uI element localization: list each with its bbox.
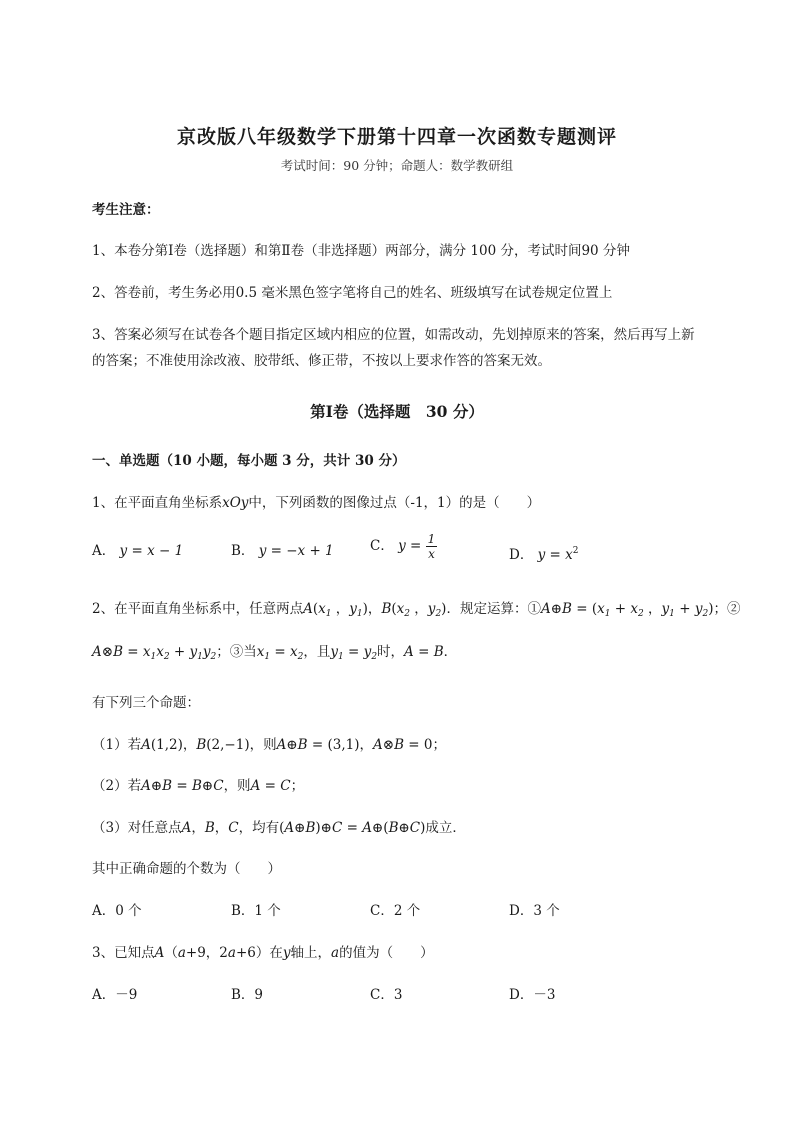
notice-item-3-cont: 的答案；不准使用涂改液、胶带纸、修正带，不按以上要求作答的答案无效。 — [92, 353, 551, 369]
question-2-stem-line-1: 2、在平面直角坐标系中，任意两点$A(x_1$ ，$y_1$)，$B(x_2$ ，$y_2$)．规定运算：①A⊕B = ($x_1 + x_2$ ，$y_1 + y_2$)；② — [92, 601, 741, 619]
question-1-option-a: A． y = x − 1 — [92, 543, 184, 559]
question-2-proposition-1: （1）若A(1,2)，B(2,−1)，则A⊕B = (3,1)，A⊗B = 0； — [92, 737, 446, 753]
notice-item-2: 2、答卷前，考生务必用0.5 毫米黑色签字笔将自己的姓名、班级填写在试卷规定位置上 — [92, 285, 613, 301]
notice-item-1: 1、本卷分第Ⅰ卷（选择题）和第Ⅱ卷（非选择题）两部分，满分 100 分，考试时间90 分钟 — [92, 243, 630, 259]
question-2-proposition-2: （2）若A⊕B = B⊕C，则A = C； — [92, 778, 305, 794]
section-title: 第Ⅰ卷（选择题 30 分） — [310, 402, 484, 421]
question-3-option-b: B．9 — [231, 987, 264, 1003]
notice-item-3: 3、答案必须写在试卷各个题目指定区域内相应的位置，如需改动，先划掉原来的答案，然后再写上新 — [92, 327, 695, 343]
question-2-option-b: B．1 个 — [231, 903, 281, 919]
question-3-option-a: A．－9 — [92, 987, 138, 1003]
question-2-proposition-3: （3）对任意点A，B，C，均有(A⊕B)⊕C = A⊕(B⊕C)成立． — [92, 820, 466, 836]
question-2-option-c: C．2 个 — [370, 903, 421, 919]
fraction: $\frac{1}{x}$ — [427, 532, 436, 561]
question-1-option-d: D． $y = x^2$ — [509, 546, 579, 563]
question-1-option-b: B． y = −x + 1 — [231, 543, 334, 559]
question-2-intro: 有下列三个命题： — [92, 695, 200, 711]
question-2-option-d: D．3 个 — [509, 903, 560, 919]
question-3-option-d: D．－3 — [509, 987, 556, 1003]
question-1-stem: 1、在平面直角坐标系xOy中，下列函数的图像过点（-1，1）的是（ ） — [92, 495, 541, 511]
question-2-ask: 其中正确命题的个数为（ ） — [92, 861, 281, 877]
question-2-stem-line-2: A⊗B = $x_1x_2 + y_1y_2$；③当$x_1 = x_2$，且$y_1 = y_2$时，A = B． — [92, 644, 458, 662]
notice-heading: 考生注意： — [92, 202, 160, 218]
part-title: 一、单选题（10 小题，每小题 3 分，共计 30 分） — [92, 453, 406, 469]
question-2-option-a: A．0 个 — [92, 903, 142, 919]
question-3-stem: 3、已知点A（a+9，2a+6）在y轴上，a的值为（ ） — [92, 945, 434, 961]
question-1-option-c: C． y = $\frac{1}{x}$ — [370, 532, 436, 561]
exam-title: 京改版八年级数学下册第十四章一次函数专题测评 — [176, 126, 617, 148]
question-3-option-c: C．3 — [370, 987, 403, 1003]
exam-subtitle: 考试时间：90 分钟；命题人：数学教研组 — [280, 158, 514, 173]
